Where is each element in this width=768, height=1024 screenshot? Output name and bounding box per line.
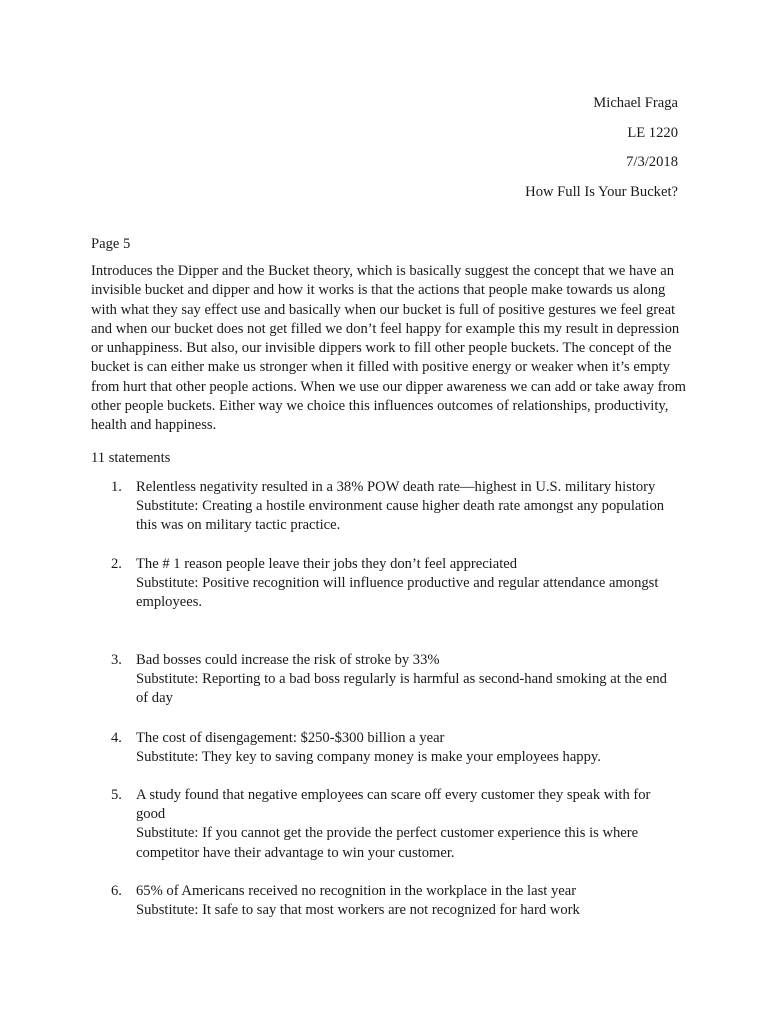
document-header xyxy=(525,89,678,207)
list-item-number: 1. xyxy=(111,479,122,495)
list-item-number: 5. xyxy=(111,787,122,803)
section-label: Page 5 xyxy=(91,236,131,252)
statement-text: The cost of disengagement: $250-$300 billion a year xyxy=(136,730,445,746)
list-item xyxy=(111,882,681,920)
intro-paragraph: Introduces the Dipper and the Bucket theory, which is basically suggest the concept that we have an invisible bucket and dipper and how it works is that the actions that people make towards us along with what they say effect use and basically when our bucket is full of positive gestures we feel great and when our bucket does not get filled we don’t feel happy for example this my result in depression or unhappiness. But also, our invisible dippers work to fill other people buckets. The concept of the bucket is can either make us stronger when it filled with positive energy or weaker when it’s empty from hurt that other people actions. When we use our dipper awareness we can add or take away from other people buckets. Either way we choice this influences outcomes of relationships, productivity, health and happiness. xyxy=(91,263,687,434)
substitute-text: Substitute: They key to saving company money is make your employees happy. xyxy=(136,749,601,766)
course-code: LE 1220 xyxy=(627,124,678,141)
list-item-number: 3. xyxy=(111,652,122,668)
list-item xyxy=(111,729,681,767)
document-title: How Full Is Your Bucket? xyxy=(525,183,678,200)
document-date: 7/3/2018 xyxy=(626,154,678,170)
substitute-text: Substitute: Creating a hostile environment cause higher death rate amongst any population this was on military tactic practice. xyxy=(136,498,665,534)
list-item xyxy=(111,651,681,709)
statement-text: 65% of Americans received no recognition in the workplace in the last year xyxy=(136,883,577,899)
list-item xyxy=(111,555,681,613)
substitute-text: Substitute: Positive recognition will influence productive and regular attendance amongst employees. xyxy=(136,575,659,611)
statement-text: The # 1 reason people leave their jobs they don’t feel appreciated xyxy=(136,556,518,572)
substitute-text: Substitute: If you cannot get the provide the perfect customer experience this is where competitor have their advantage to win your customer. xyxy=(136,825,639,861)
list-item xyxy=(111,478,681,536)
statement-text: A study found that negative employees can scare off every customer they speak with for good xyxy=(136,787,651,823)
list-item-number: 6. xyxy=(111,883,122,899)
substitute-text: Substitute: It safe to say that most workers are not recognized for hard work xyxy=(136,902,580,919)
statement-count-label: 11 statements xyxy=(91,450,171,466)
author-name: Michael Fraga xyxy=(593,95,678,111)
substitute-text: Substitute: Reporting to a bad boss regularly is harmful as second-hand smoking at the end of day xyxy=(136,671,667,707)
list-item-number: 2. xyxy=(111,556,122,572)
list-item xyxy=(111,786,681,863)
statement-text: Relentless negativity resulted in a 38% POW death rate—highest in U.S. military history xyxy=(136,479,656,495)
list-item-number: 4. xyxy=(111,730,122,746)
statement-text: Bad bosses could increase the risk of stroke by 33% xyxy=(136,652,440,668)
